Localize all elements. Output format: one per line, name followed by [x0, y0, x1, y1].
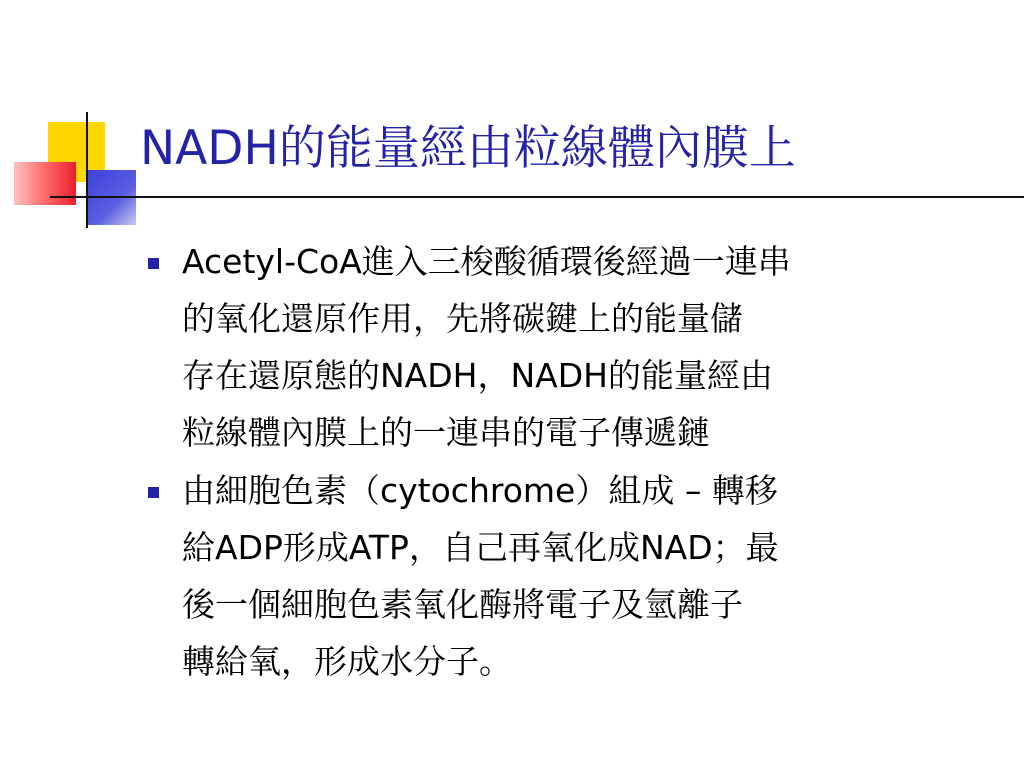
bullet-line: 轉給氧，形成水分子。: [182, 642, 512, 681]
decor-horizontal-line: [50, 196, 150, 198]
bullet-line: Acetyl-CoA進入三梭酸循環後經過一連串: [182, 242, 791, 281]
bullet-marker: [148, 258, 159, 269]
bullet-marker: [148, 487, 159, 498]
bullet-line: 給ADP形成ATP，自己再氧化成NAD；最: [182, 528, 779, 567]
bullet-line: 存在還原態的NADH，NADH的能量經由: [182, 356, 773, 395]
title-underline: [137, 196, 1024, 198]
bullet-item-1: [182, 233, 1002, 461]
bullet-line: 的氧化還原作用，先將碳鍵上的能量儲: [182, 299, 743, 338]
decor-vertical-line: [86, 112, 88, 228]
bullet-item-2: [182, 462, 1002, 690]
bullet-line: 粒線體內膜上的一連串的電子傳遞鏈: [182, 413, 710, 452]
bullet-line: 由細胞色素（cytochrome）組成 – 轉移: [182, 471, 778, 510]
bullet-line: 後一個細胞色素氧化酶將電子及氫離子: [182, 585, 743, 624]
decor-red-gradient-bar: [14, 162, 76, 205]
slide-title: NADH的能量經由粒線體內膜上: [140, 121, 796, 176]
